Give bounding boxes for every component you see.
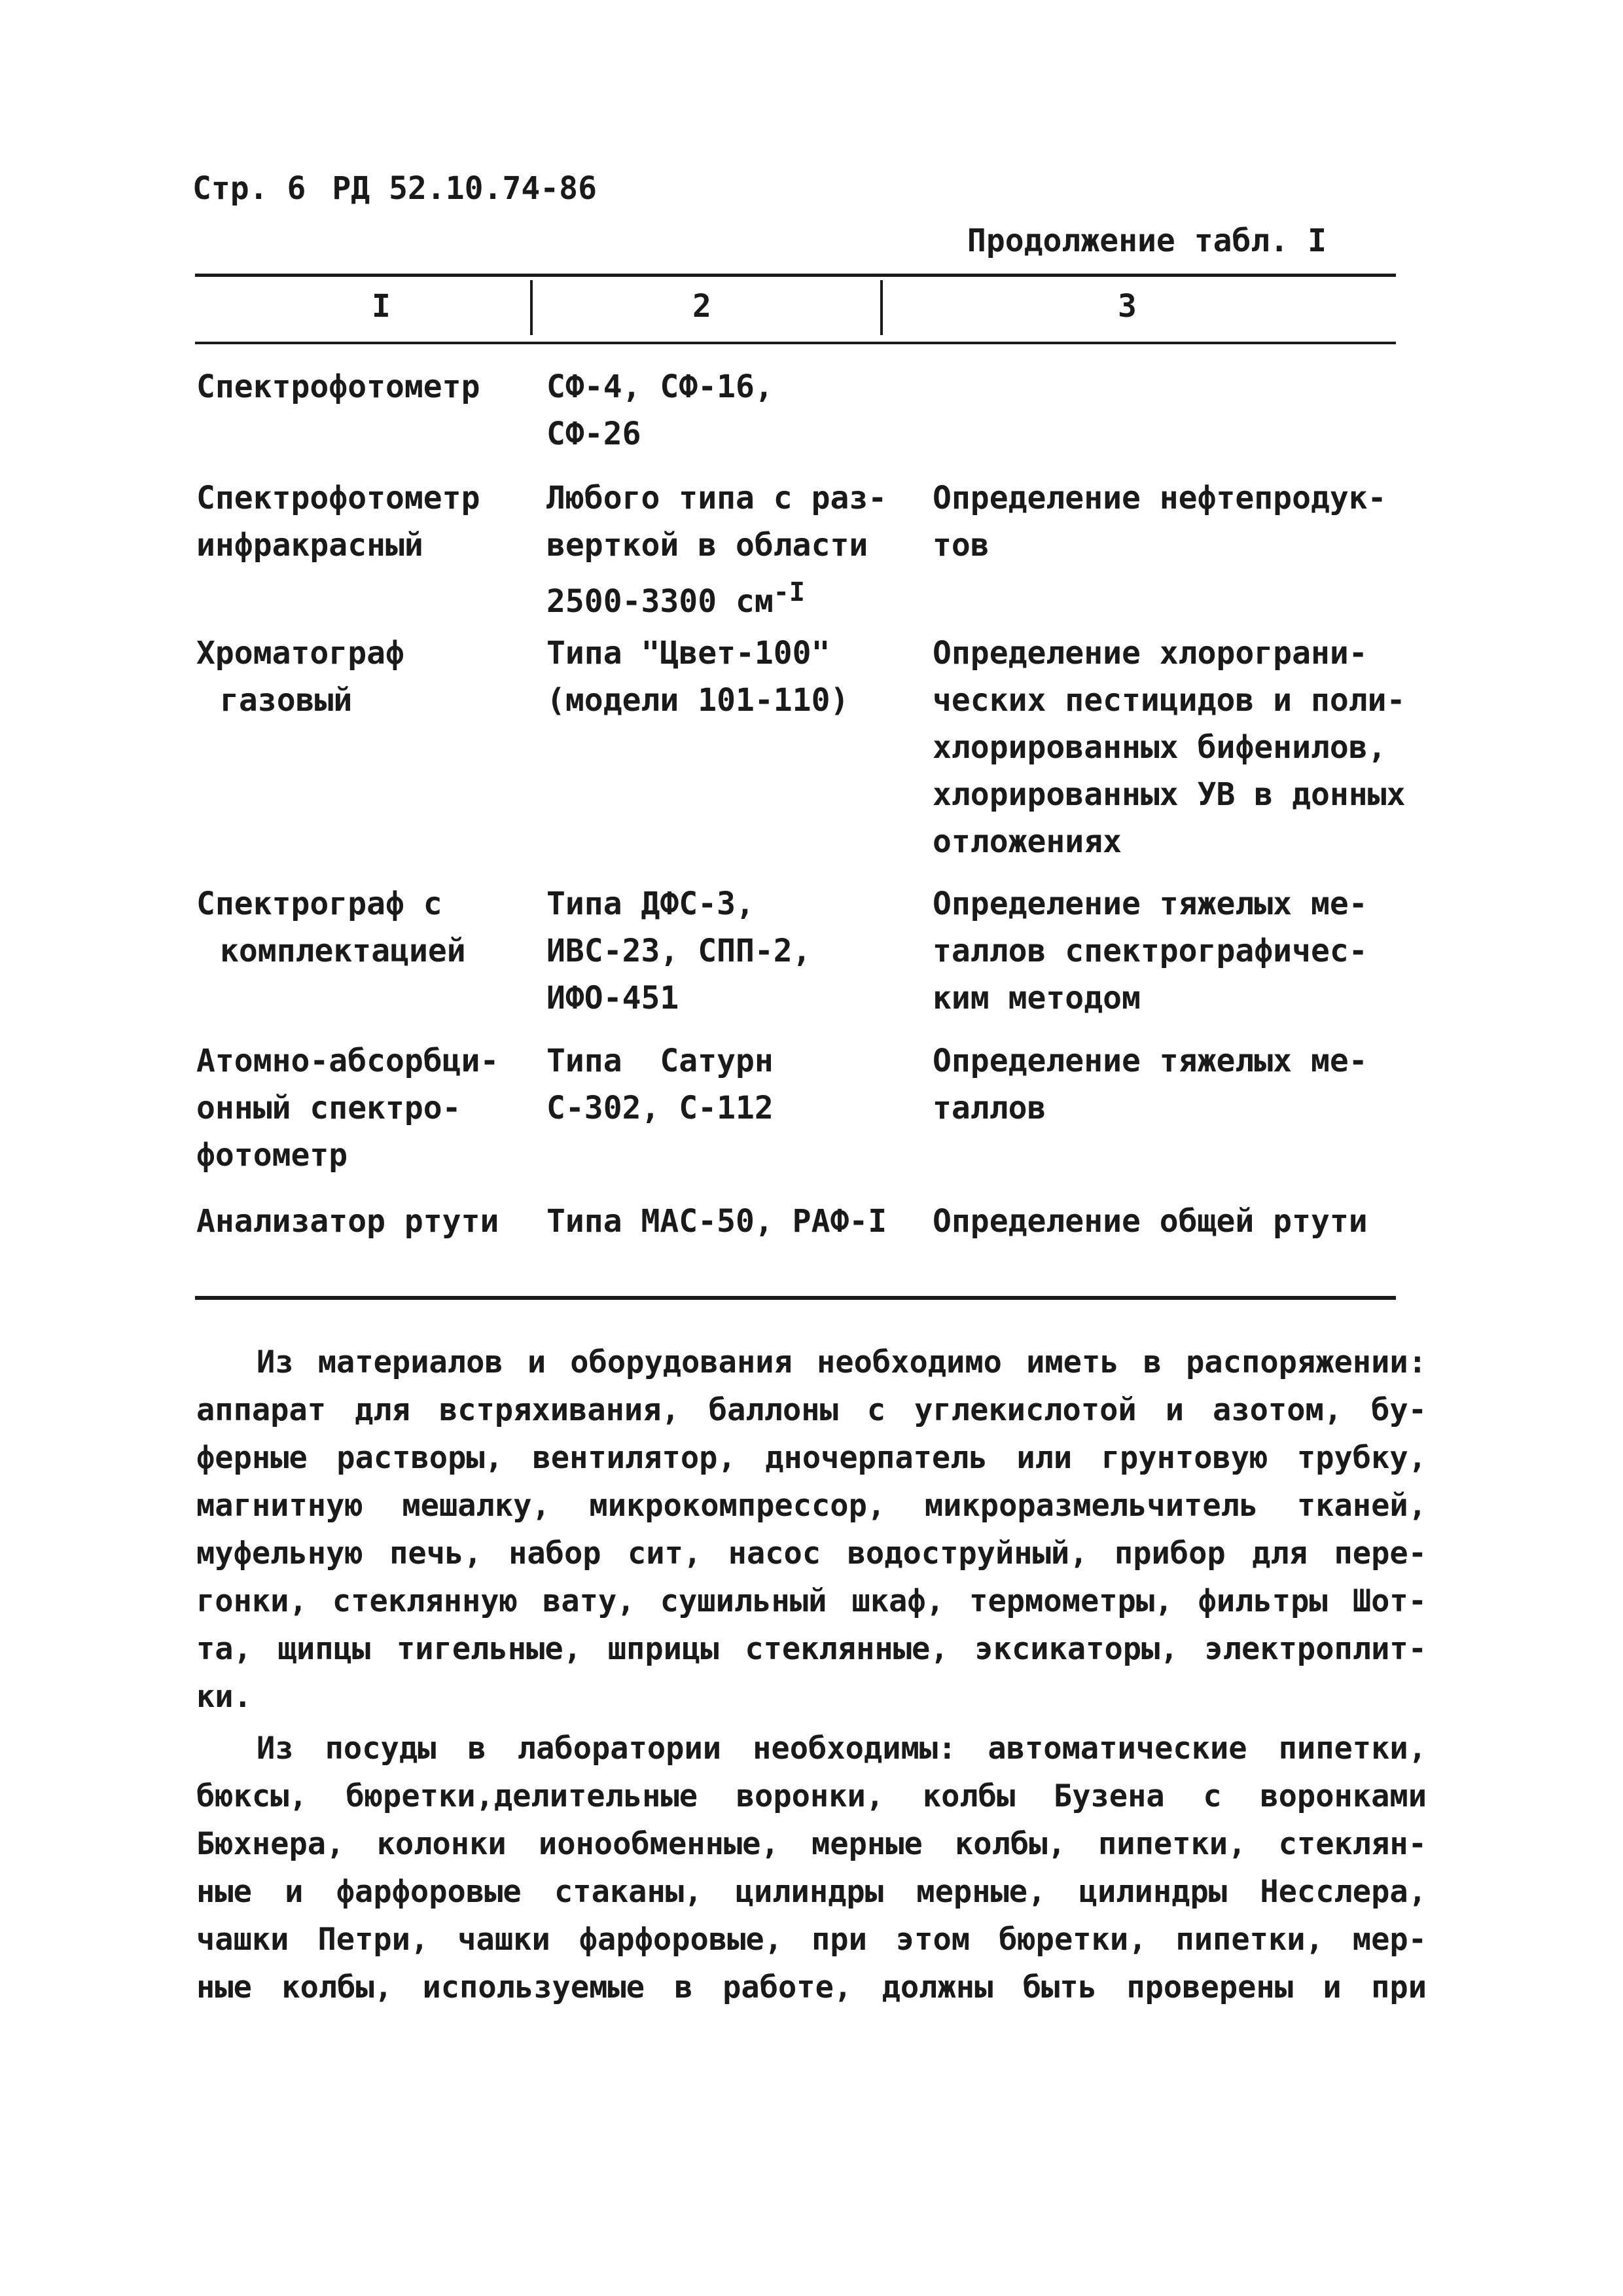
column-header-1: I: [372, 288, 391, 325]
document-code: РД 52.10.74-86: [332, 170, 597, 207]
instrument-type: Любого типа с раз- верткой в области 2500-3300 $см^{-I}$: [546, 480, 887, 620]
instrument-type: СФ-4, СФ-16, СФ-26: [546, 368, 774, 452]
instrument-purpose: Определение хлорограни- ческих пестицидов и поли- хлорированных бифенилов, хлорированных УВ в донных отложениях: [933, 635, 1406, 860]
text-line: ферные растворы, вентилятор, дночерпатель или грунтовую трубку,: [196, 1440, 1427, 1476]
instrument-name: Анализатор ртути: [196, 1203, 499, 1240]
instrument-name: Атомно-абсорбци- онный спектро- фотометр: [196, 1043, 499, 1174]
instrument-type: Типа Сатурн С-302, С-112: [546, 1043, 774, 1126]
instrument-purpose: Определение тяжелых ме- таллов спектрографичес- ким методом: [933, 886, 1368, 1016]
unit-exponent: -I: [773, 577, 805, 607]
table-bottom-rule: [195, 1296, 1396, 1300]
table-header-rule: [195, 342, 1396, 344]
paragraph-materials: [196, 1338, 1427, 1721]
text-line: бюксы, бюретки,делительные воронки, колбы Бузена с воронками: [196, 1778, 1427, 1814]
text-line: Бюхнера, колонки ионообменные, мерные колбы, пипетки, стеклян-: [196, 1826, 1427, 1862]
instrument-type: Типа МАС-50, РАФ-I: [546, 1203, 887, 1240]
column-separator: [530, 280, 533, 335]
instrument-purpose: Определение тяжелых ме- таллов: [933, 1043, 1368, 1126]
text-line: ные колбы, используемые в работе, должны быть проверены и при: [196, 1969, 1427, 2005]
instrument-name: Спектрограф с комплектацией: [196, 886, 466, 969]
instrument-name: Спектрофотометр: [196, 368, 480, 405]
text-line: ные и фарфоровые стаканы, цилиндры мерные, цилиндры Несслера,: [196, 1874, 1427, 1910]
column-separator: [880, 280, 883, 335]
column-header-2: 2: [692, 288, 711, 325]
text-line: муфельную печь, набор сит, насос водоструйный, прибор для пере-: [196, 1535, 1427, 1571]
text-line: ки.: [196, 1679, 252, 1715]
instrument-purpose: Определение нефтепродук- тов: [933, 480, 1387, 564]
table-continuation-label: Продолжение табл. I: [967, 223, 1327, 259]
text-line: аппарат для встряхивания, баллоны с углекислотой и азотом, бу-: [196, 1392, 1427, 1428]
table-top-rule: [195, 274, 1396, 277]
instrument-name: Спектрофотометр инфракрасный: [196, 480, 480, 564]
text-line: та, щипцы тигельные, шприцы стеклянные, эксикаторы, электроплит-: [196, 1631, 1427, 1667]
instrument-type: Типа "Цвет-100" (модели 101-110): [546, 635, 849, 719]
text-line: магнитную мешалку, микрокомпрессор, микроразмельчитель тканей,: [196, 1488, 1427, 1524]
text-line: Из посуды в лаборатории необходимы: автоматические пипетки,: [257, 1731, 1427, 1767]
instrument-name: Хроматограф газовый: [196, 635, 404, 719]
column-header-3: 3: [1118, 288, 1137, 325]
text-line: Из материалов и оборудования необходимо иметь в распоряжении:: [257, 1344, 1427, 1380]
page-header: [192, 170, 623, 207]
instrument-type: Типа ДФС-3, ИВС-23, СПП-2, ИФО-451: [546, 886, 812, 1016]
text-line: чашки Петри, чашки фарфоровые, при этом бюретки, пипетки, мер-: [196, 1922, 1427, 1958]
paragraph-glassware: [196, 1725, 1427, 2011]
text-line: гонки, стеклянную вату, сушильный шкаф, термометры, фильтры Шот-: [196, 1583, 1427, 1619]
page-number: Стр. 6: [192, 170, 306, 207]
table-header-row: [195, 281, 1396, 340]
instrument-purpose: Определение общей ртути: [933, 1203, 1368, 1240]
